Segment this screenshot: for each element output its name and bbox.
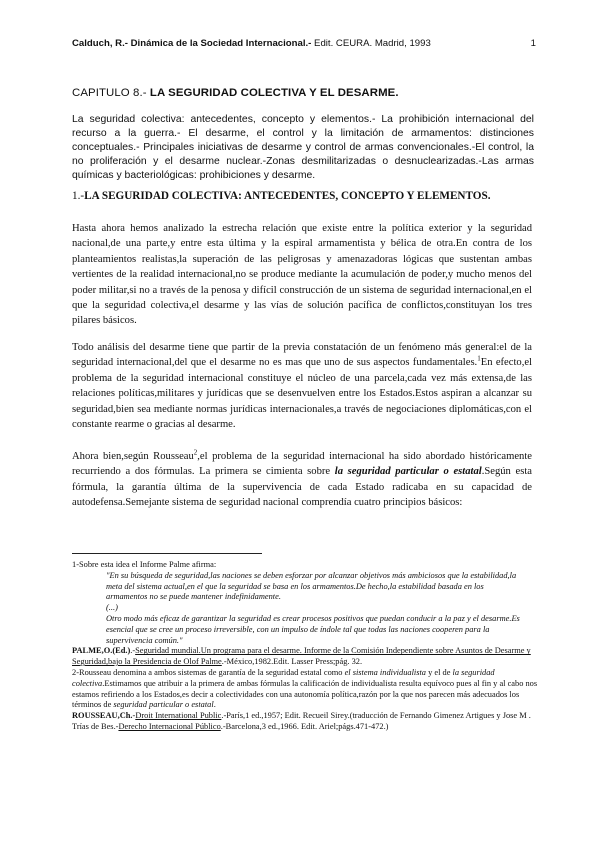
footnote-2-part-a: 2-Rousseau denomina a ambos sistemas de garantía de la seguridad estatal como bbox=[72, 667, 345, 677]
footnote-2-ref-title-1: Droit International Public bbox=[135, 711, 222, 721]
footnote-separator bbox=[72, 553, 262, 554]
footnote-2-em-2: la seguridad colectiva bbox=[72, 667, 495, 688]
footnote-1-reference bbox=[72, 646, 538, 668]
paragraph-2-part-b: En efecto,el problema de la seguridad internacional constituye el núcleo de una parcela,cada vez más extensa,de las relaciones políticas,militares y jurídicas que se desenvuelven entre los Estados.Estos aspiran a alcanzar su seguridad,bien sea mediante normas jurídicas internacionales,a través de negociaciones diplomáticas,con el constante rearme o gracias al desarme. bbox=[72, 357, 532, 431]
chapter-title-text: LA SEGURIDAD COLECTIVA Y EL DESARME. bbox=[149, 87, 399, 99]
footnote-1-quote-b: Otro modo más eficaz de garantizar la seguridad es crear procesos positivos que puedan conducir a la paz y el desarme.Es esencial que se cree un proceso irreversible, con un impulso de índole tal que todas las naciones cooperen para la supervivencia común." bbox=[106, 613, 520, 645]
footnote-ref-1: 1 bbox=[477, 354, 481, 363]
footnote-2-reference bbox=[72, 711, 538, 733]
footnote-2-ref-title-2: Derecho Internacional Público bbox=[118, 721, 221, 731]
footnote-1-ref-tail: .-México,1982.Edit. Lasser Press;pág. 32. bbox=[221, 657, 363, 667]
footnote-1-ref-author: PALME,O.(Ed.) bbox=[72, 646, 131, 656]
footnote-2-ref-mid: .-París,1 ed.,1957; Edit. Recueil Sirey.(traducción de Fernando Gimenez Artigues y Jose M . Trías de Bes.- bbox=[72, 711, 531, 731]
running-header bbox=[72, 38, 536, 49]
footnote-2-part-d: . bbox=[213, 700, 216, 710]
footnote-1-quote-a: "En su búsqueda de seguridad,las naciones se deben esforzar por alcanzar objetivos más ambiciosos que la estabilidad,la meta del sistema actual,en el que la seguridad se basa en los armamentos.De hecho,la estabilidad basada en los armamentos no se puede mantener indefinidamente. bbox=[106, 570, 517, 602]
footnotes bbox=[72, 560, 538, 733]
chapter-prefix: CAPITULO 8.- bbox=[72, 87, 150, 99]
footnote-1-ref-sep: .- bbox=[130, 646, 136, 656]
footnote-2-ref-tail: .-Barcelona,3 ed.,1966. Edit. Ariel;págs.471-472.) bbox=[220, 721, 389, 731]
footnote-1-ellipsis: (...) bbox=[106, 603, 118, 613]
header-publisher: Edit. CEURA. Madrid, 1993 bbox=[311, 38, 431, 49]
footnote-2-part-b: y el de bbox=[426, 667, 453, 677]
paragraph-1: Hasta ahora hemos analizado la estrecha relación que existe entre la política exterior y la seguridad nacional,de una parte,y entre esta última y la espiral armamentista y bélica de otra.En contra de los planteamientos realistas,la superación de las peligrosas y amenazadoras lógicas que sustentan ambas vertientes de la realidad internacional,no se produce mediante la acumulación de poder,y mucho menos del poder militar,si no a través de la penosa y difícil construcción de un sistema de seguridad internacional,en el que la seguridad colectiva,el desarme y las vías de solución pacífica de conflictos,constituyan los tres pilares básicos. bbox=[72, 223, 532, 327]
paragraph-2-part-a: Todo análisis del desarme tiene que partir de la previa constatación de un fenómeno más general:el de la seguridad internacional,del que el desarme no es mas que uno de sus aspectos fundamentales. bbox=[72, 342, 532, 369]
footnote-1-ref-title: Seguridad mundial.Un programa para el desarme. Informe de la Comisión Independiente sobre Asuntos de Desarme y Seguridad,bajo la Presidencia de Olof Palme bbox=[72, 646, 531, 667]
footnote-2-ref-sep: - bbox=[132, 711, 136, 721]
section-heading bbox=[72, 190, 542, 202]
section-prefix: 1.- bbox=[72, 190, 85, 202]
footnote-2-ref-author: ROUSSEAU,Ch. bbox=[72, 711, 133, 721]
emphasis-seguridad-particular: la seguridad particular o estatal bbox=[334, 466, 482, 478]
paragraph-3 bbox=[72, 449, 532, 511]
footnote-1-intro: 1-Sobre esta idea el Informe Palme afirma: bbox=[72, 560, 217, 569]
paragraph-3-part-a: Ahora bien,según Rousseau bbox=[72, 451, 194, 462]
section-title-text: LA SEGURIDAD COLECTIVA: ANTECEDENTES, CONCEPTO Y ELEMENTOS. bbox=[84, 190, 491, 202]
footnote-2-em-1: el sistema individualista bbox=[344, 667, 426, 677]
paragraph-2 bbox=[72, 340, 532, 432]
footnote-2-em-3: seguridad particular o estatal bbox=[113, 700, 214, 710]
footnote-2 bbox=[72, 668, 538, 711]
footnote-ref-2: 2 bbox=[193, 448, 198, 457]
paragraph-3-part-b: ,el problema de la seguridad internacional ha sido abordado históricamente recurriendo a dos fórmulas. La primera se cimienta sobre bbox=[72, 451, 532, 478]
chapter-summary: La seguridad colectiva: antecedentes, concepto y elementos.- La prohibición internacional del recurso a la guerra.- El desarme, el control y la limitación de armamentos: distinciones conceptuales.- Principales iniciativas de desarme y control de armas convencionales.-El control, la no proliferación y el desarme nuclear.-Zonas desmilitarizadas o desnuclearizadas.-Las armas químicas y bacteriológicas: prohibiciones y desarme. bbox=[72, 114, 534, 181]
chapter-title bbox=[72, 87, 532, 99]
header-author-title: Calduch, R.- Dinámica de la Sociedad Internacional.- bbox=[72, 38, 312, 49]
paragraph-3-part-c: .Según esta fórmula, la garantía última de la supervivencia de cada Estado radicaba en su capacidad de autodefensa.Semejante sistema de seguridad nacional comprendía cuatro principios básicos: bbox=[72, 466, 532, 509]
footnote-2-part-c: .Estimamos que atribuir a la primera de ambas fórmulas la calificación de individualista resulta equívoco pues al fin y al cabo nos estamos refiriendo a los Estados,es decir a colectividades con una autonomía política,razón por la que nos parecen más adecuados los términos de bbox=[72, 678, 538, 710]
page-number: 1 bbox=[530, 38, 536, 49]
